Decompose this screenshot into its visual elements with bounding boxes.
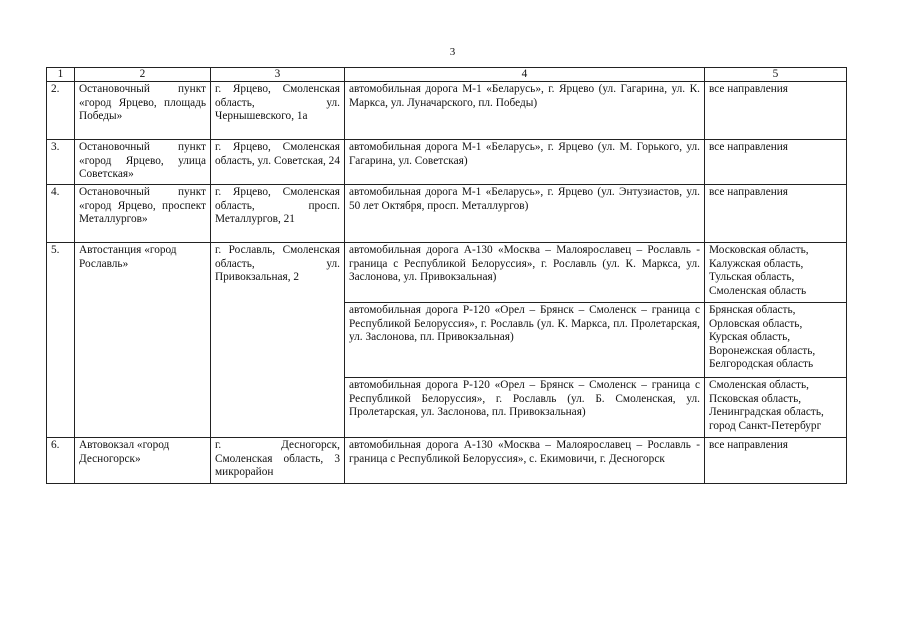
direction-item: город Санкт-Петербург (709, 419, 822, 432)
direction-item: Смоленская область, (709, 379, 809, 391)
table-row (47, 438, 847, 484)
table-row (47, 140, 847, 185)
direction-item: Московская область, (709, 244, 809, 256)
station-address: г. Ярцево, Смоленская область, ул. Советская, 24 (211, 140, 345, 185)
station-address: г. Ярцево, Смоленская область, ул. Чернышевского, 1а (211, 82, 345, 140)
header-row (47, 68, 847, 82)
column-header: 5 (705, 68, 847, 82)
route-description: автомобильная дорога Р-120 «Орел – Брянск – Смоленск – граница с Республикой Белоруссия», г. Рославль (ул. К. Маркса, пл. Пролетарская, ул. Заслонова, пл. Привокзальная) (345, 303, 705, 378)
direction-item: Курская область, (709, 331, 791, 344)
direction-item: Смоленская область (709, 284, 807, 297)
row-number: 3. (47, 140, 75, 185)
station-name: Автостанция «город Рославль» (75, 243, 211, 438)
station-address: г. Ярцево, Смоленская область, просп. Металлургов, 21 (211, 185, 345, 243)
direction-item: все направления (709, 83, 789, 95)
page-number: 3 (449, 46, 456, 58)
direction-item: все направления (709, 186, 789, 198)
table-row (47, 185, 847, 243)
direction-item: все направления (709, 439, 789, 451)
direction-item: Воронежская область, (709, 344, 816, 357)
station-name: Остановочный пункт «город Ярцево, проспект Металлургов» (75, 185, 211, 243)
station-name: Остановочный пункт «город Ярцево, площадь Победы» (75, 82, 211, 140)
column-header: 4 (345, 68, 705, 82)
table-row (47, 82, 847, 140)
route-description: автомобильная дорога М-1 «Беларусь», г. Ярцево (ул. Гагарина, ул. К. Маркса, ул. Луначарского, пл. Победы) (345, 82, 705, 140)
column-header: 1 (47, 68, 75, 82)
table-row (47, 243, 847, 303)
route-description: автомобильная дорога М-1 «Беларусь», г. Ярцево (ул. Энтузиастов, ул. 50 лет Октября, просп. Металлургов) (345, 185, 705, 243)
row-number: 6. (47, 438, 75, 484)
station-name: Остановочный пункт «город Ярцево, улица Советская» (75, 140, 211, 185)
station-address: г. Десногорск, Смоленская область, 3 микрорайон (211, 438, 345, 484)
route-description: автомобильная дорога А-130 «Москва – Малоярославец – Рославль - граница с Республикой Белоруссия», г. Рославль (ул. К. Маркса, ул. Заслонова, ул. Привокзальная) (345, 243, 705, 303)
route-description: автомобильная дорога Р-120 «Орел – Брянск – Смоленск – граница с Республикой Белоруссия», г. Рославль (ул. Б. Смоленская, ул. Пролетарская, ул. Заслонова, пл. Привокзальная) (345, 378, 705, 438)
station-name: Автовокзал «город Десногорск» (75, 438, 211, 484)
direction-item: Орловская область, (709, 317, 803, 330)
direction-item: Тульская область, (709, 271, 795, 284)
stations-table (46, 67, 847, 484)
direction-item: все направления (709, 141, 789, 153)
route-description: автомобильная дорога А-130 «Москва – Малоярославец – Рославль - граница с Республикой Белоруссия», с. Екимовичи, г. Десногорск (345, 438, 705, 484)
direction-item: Белгородская область (709, 358, 814, 371)
route-description: автомобильная дорога М-1 «Беларусь», г. Ярцево (ул. М. Горького, ул. Гагарина, ул. Советская) (345, 140, 705, 185)
direction-item: Калужская область, (709, 257, 804, 270)
direction-item: Псковская область, (709, 392, 802, 405)
row-number: 2. (47, 82, 75, 140)
column-header: 3 (211, 68, 345, 82)
direction-item: Ленинградская область, (709, 406, 824, 419)
station-address: г. Рославль, Смоленская область, ул. Привокзальная, 2 (211, 243, 345, 438)
row-number: 4. (47, 185, 75, 243)
column-header: 2 (75, 68, 211, 82)
row-number: 5. (47, 243, 75, 438)
direction-item: Брянская область, (709, 304, 796, 316)
